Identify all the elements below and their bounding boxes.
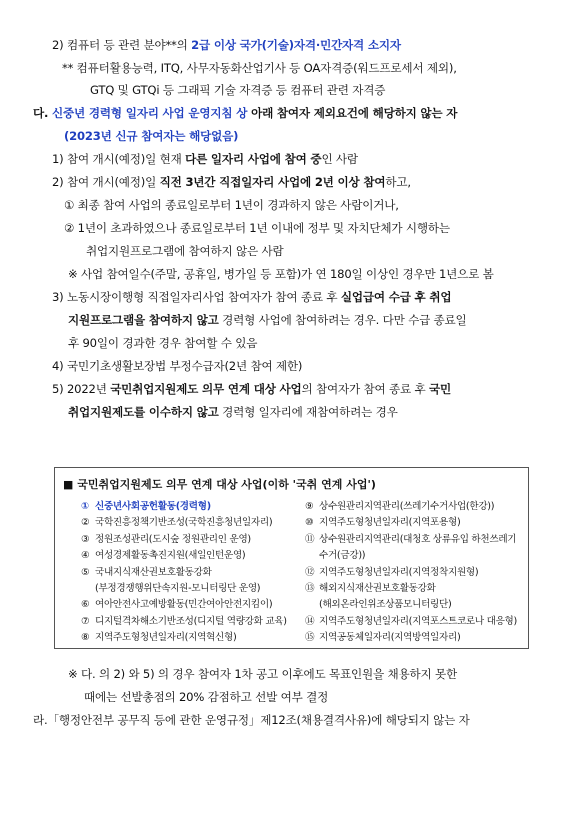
item-number: ⑨ [305, 501, 314, 512]
text: 의 참여자가 참여 종료 후 [301, 382, 429, 396]
item-text: 상수원관리지역관리(대청호 상류유입 하천쓰레기 [319, 533, 517, 545]
item-text: (부정경쟁행위단속지원-모니터링단 운영) [95, 583, 261, 594]
item-5-cont [68, 404, 398, 420]
text: 아래 참여자 제외요건에 해당하지 않는 자 [247, 106, 458, 120]
item-number: ⑬ [305, 583, 315, 594]
text: 경력형 일자리에 재참여하려는 경우 [218, 405, 398, 419]
program-item [81, 533, 251, 546]
item-text: 국학진흥정책기반조성(국학진흥청년일자리) [95, 517, 273, 529]
note-participation-days: ※ 사업 참여일수(주말, 공휴일, 병가일 등 포함)가 연 180일 이상인 경우만 1년으로 봄 [68, 267, 494, 281]
program-item [81, 631, 236, 644]
item-3-cont2: 후 90일이 경과한 경우 참여할 수 있음 [68, 336, 258, 350]
item-2 [52, 174, 411, 190]
highlight-text: 2급 이상 국가(기술)자격·민간자격 소지자 [191, 38, 401, 52]
item-text: 지역주도형청년일자리(지역혁신형) [95, 632, 237, 644]
text: 경력형 사업에 참여하려는 경우. 다만 수급 종료일 [218, 313, 467, 327]
item-text: 국내지식재산권보호활동강화 [95, 566, 212, 578]
section-label: 다. [33, 106, 53, 120]
item-number: ⑪ [305, 533, 315, 545]
item-5 [52, 381, 451, 397]
program-item [81, 582, 260, 595]
bold-text: 실업급여 수급 후 취업 [340, 290, 452, 304]
item-2-sub-2: ② 1년이 초과하였으나 종료일로부터 1년 이내에 정부 및 자치단체가 시행하는 [64, 221, 450, 235]
item-3 [52, 289, 451, 305]
item-4: 4) 국민기초생활보장법 부정수급자(2년 참여 제한) [52, 359, 303, 373]
program-item [81, 516, 272, 529]
program-item [305, 598, 451, 611]
line-computer-certificate [52, 37, 401, 53]
item-text: 수거(금강)) [319, 550, 366, 562]
text: 2) 참여 개시(예정)일 [52, 175, 160, 189]
bold-text: 지원프로그램을 참여하지 않고 [68, 313, 219, 327]
item-text: (해외온라인위조상품모니터링단) [319, 599, 452, 611]
item-number: ⑭ [305, 615, 315, 627]
note-graphic-certificates: GTQ 및 GTQi 등 그래픽 기술 자격증 등 컴퓨터 관련 자격증 [90, 83, 386, 97]
section-da-heading [33, 105, 457, 121]
program-item [305, 549, 365, 562]
item-number: ⑫ [305, 566, 315, 578]
program-item [81, 500, 211, 513]
item-text: 여아안전사고예방활동(민간여아안전지킴이) [95, 599, 273, 611]
item-2-sub-2-cont: 취업지원프로그램에 참여하지 않은 사람 [86, 244, 284, 258]
text: 인 사람 [321, 152, 358, 166]
item-number: ② [81, 517, 90, 529]
highlight-text: 신중년 경력형 일자리 사업 운영지침 상 [52, 106, 248, 120]
item-number: ⑮ [305, 632, 315, 644]
item-number: ① [81, 501, 89, 512]
item-3-cont [68, 312, 467, 328]
box-title: ■ 국민취업지원제도 의무 연계 대상 사업(이하 '국취 연계 사업') [63, 478, 376, 491]
program-item [81, 615, 287, 628]
bold-text: 국민 [428, 382, 451, 396]
program-item [81, 598, 272, 611]
program-item [305, 500, 494, 513]
bold-text: 다른 일자리 사업에 참여 중 [185, 152, 322, 166]
item-number: ⑤ [81, 566, 90, 578]
bold-text: 직전 3년간 직접일자리 사업에 2년 이상 참여 [159, 175, 386, 189]
item-1 [52, 151, 358, 167]
bold-text: 취업지원제도를 이수하지 않고 [68, 405, 219, 419]
program-item [81, 566, 212, 579]
program-item [305, 631, 460, 644]
item-2-sub-1: ① 최종 참여 사업의 종료일로부터 1년이 경과하지 않은 사람이거나, [64, 198, 399, 212]
note-oa-certificates: ** 컴퓨터활용능력, ITQ, 사무자동화산업기사 등 OA자격증(워드프로세서 제외), [62, 61, 457, 75]
item-number: ③ [81, 533, 90, 545]
item-number: ⑧ [81, 632, 90, 644]
item-text: 여성경제활동촉진지원(새일인턴운영) [95, 550, 246, 562]
item-text: 지역공동체일자리(지역방역일자리) [319, 632, 461, 644]
linked-programs-box [54, 467, 529, 649]
text: 하고, [385, 175, 411, 189]
program-item [81, 549, 245, 562]
item-text: 디지털격차해소기반조성(디지털 역량강화 교육) [95, 615, 287, 627]
item-text: 정원조성관리(도시숲 정원관리인 운영) [95, 533, 251, 545]
program-item [305, 533, 516, 546]
item-number: ⑦ [81, 615, 90, 627]
text: 2) 컴퓨터 등 관련 분야**의 [52, 38, 192, 52]
text: 1) 참여 개시(예정)일 현재 [52, 152, 186, 166]
program-item [305, 516, 460, 529]
program-item [305, 582, 436, 595]
section-ra: 라.「행정안전부 공무직 등에 관한 운영규정」제12조(채용결격사유)에 해당되지 않는 자 [33, 713, 470, 727]
item-text: 지역주도형청년일자리(지역포용형) [319, 517, 461, 529]
note-penalty-cont: 때에는 선발총점의 20% 감점하고 선발 여부 결정 [84, 690, 329, 704]
bold-text: 국민취업지원제도 의무 연계 대상 사업 [110, 382, 302, 396]
item-number: ⑥ [81, 599, 90, 611]
text: 3) 노동시장이행형 직접일자리사업 참여자가 참여 종료 후 [52, 290, 341, 304]
note-penalty: ※ 다. 의 2) 와 5) 의 경우 참여자 1차 공고 이후에도 목표인원을 채용하지 못한 [68, 667, 457, 681]
text: 5) 2022년 [52, 382, 111, 396]
item-text: 해외지식재산권보호활동강화 [319, 583, 436, 594]
program-item [305, 566, 478, 579]
item-text: 지역주도형청년일자리(지역정착지원형) [319, 566, 479, 578]
item-text: 상수원관리지역관리(쓰레기수거사업(한강)) [319, 501, 495, 512]
item-text: 신중년사회공헌활동(경력형) [95, 501, 211, 512]
item-text: 지역주도형청년일자리(지역포스트코로나 대응형) [319, 615, 517, 627]
program-item [305, 615, 517, 628]
item-number: ⑩ [305, 517, 314, 529]
item-number: ④ [81, 550, 90, 562]
section-da-note: (2023년 신규 참여자는 해당없음) [64, 129, 239, 143]
